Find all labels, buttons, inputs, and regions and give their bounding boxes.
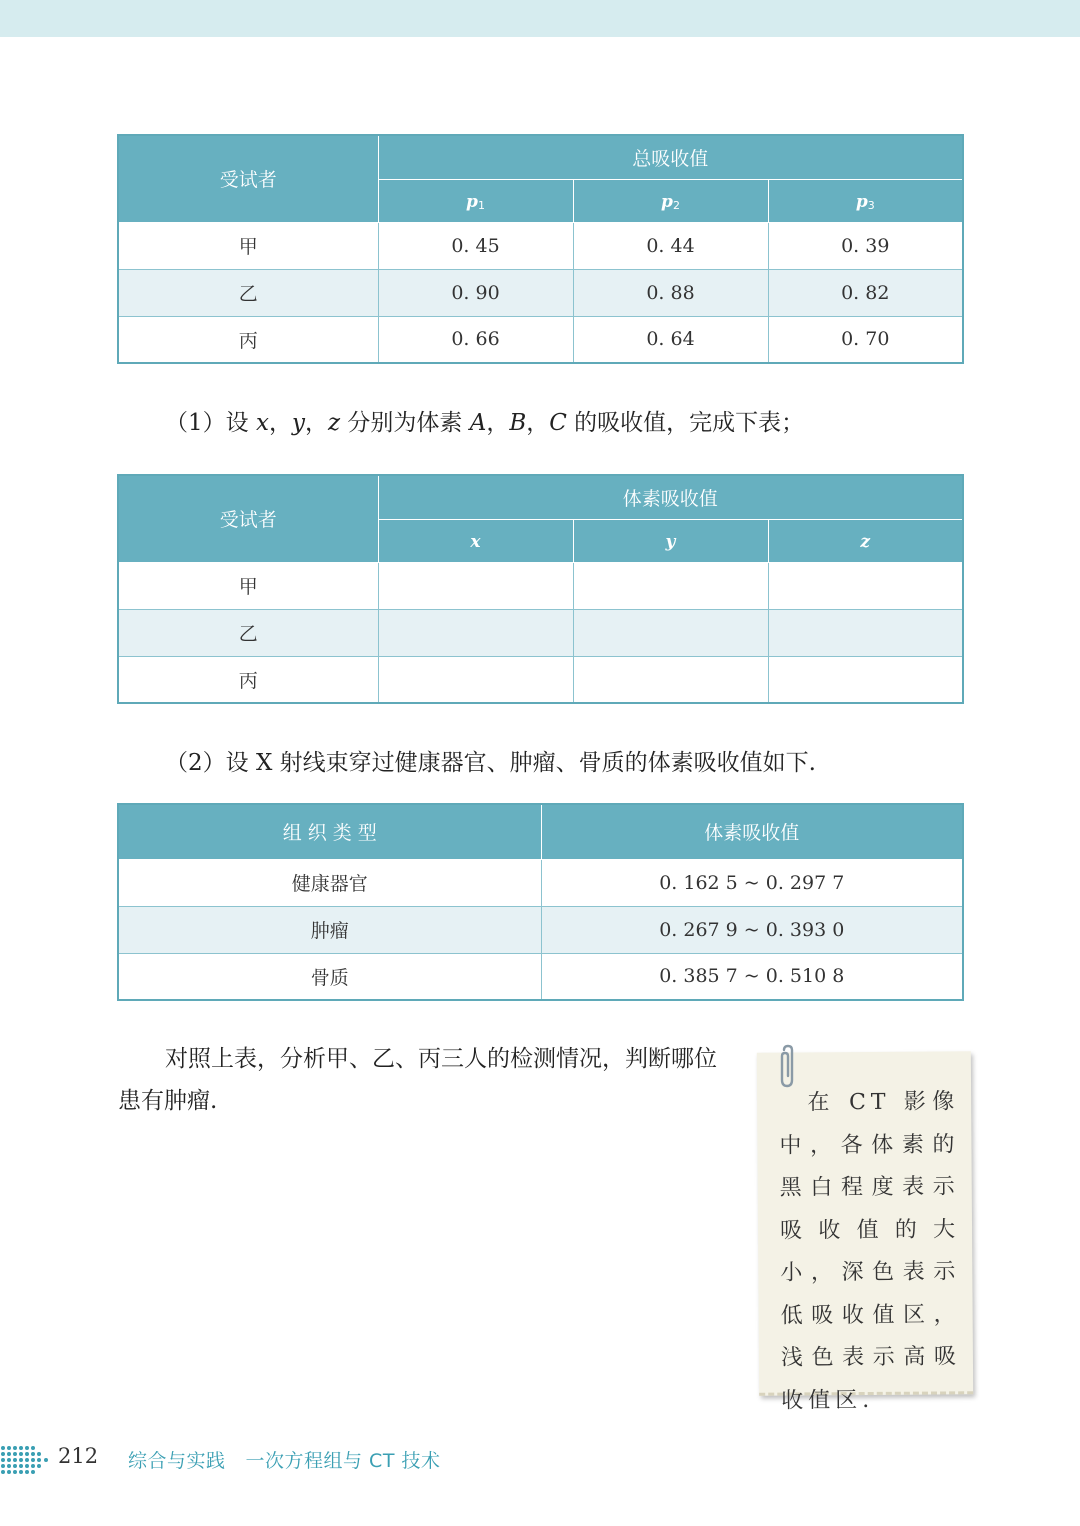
voxel-absorption-table xyxy=(117,474,964,704)
cell-value: 0. 39 xyxy=(768,222,963,269)
col-header-p3: p3 xyxy=(768,179,963,222)
cell-value: 0. 45 xyxy=(378,222,573,269)
table-row xyxy=(118,859,963,906)
col-header-p2: p2 xyxy=(573,179,768,222)
value-range: 0. 162 5 ~ 0. 297 7 xyxy=(541,859,963,906)
empty-cell xyxy=(573,656,768,703)
empty-cell xyxy=(378,656,573,703)
cell-value: 0. 82 xyxy=(768,269,963,316)
side-note-text: 在 CT 影像中，各体素的黑白程度表示吸收值的大小，深色表示低吸收值区，浅色表示高吸收值区. xyxy=(779,1089,962,1414)
tissue-type-table xyxy=(117,803,964,1001)
cell-value: 0. 44 xyxy=(573,222,768,269)
row-label: 乙 xyxy=(118,609,378,656)
conclusion-line-1: 对照上表，分析甲、乙、丙三人的检测情况，判断哪位 xyxy=(165,1046,717,1072)
cell-value: 0. 64 xyxy=(573,316,768,363)
row-label: 乙 xyxy=(118,269,378,316)
table-row xyxy=(118,656,963,703)
col-header-z: z xyxy=(768,519,963,562)
table-row xyxy=(118,316,963,363)
question-1: （1）设 x，y，z 分别为体素 A，B，C 的吸收值，完成下表； xyxy=(165,410,805,436)
tissue-type: 肿瘤 xyxy=(118,906,541,953)
footer-dots-icon xyxy=(0,1440,52,1480)
row-label: 丙 xyxy=(118,316,378,363)
empty-cell xyxy=(378,609,573,656)
voxel-value-header: 体素吸收值 xyxy=(541,804,963,859)
value-range: 0. 267 9 ~ 0. 393 0 xyxy=(541,906,963,953)
table-row xyxy=(118,269,963,316)
row-label: 丙 xyxy=(118,656,378,703)
empty-cell xyxy=(768,656,963,703)
empty-cell xyxy=(768,609,963,656)
side-note xyxy=(757,1051,973,1414)
conclusion-line-2: 患有肿瘤. xyxy=(118,1088,218,1114)
col-header-x: x xyxy=(378,519,573,562)
question-2: （2）设 X 射线束穿过健康器官、肿瘤、骨质的体素吸收值如下. xyxy=(165,750,816,776)
col-header-p1: p1 xyxy=(378,179,573,222)
row-label: 甲 xyxy=(118,562,378,609)
total-absorption-table xyxy=(117,134,964,364)
footer-section: 综合与实践 xyxy=(128,1450,226,1472)
table-row xyxy=(118,222,963,269)
table-row xyxy=(118,953,963,1000)
empty-cell xyxy=(768,562,963,609)
empty-cell xyxy=(378,562,573,609)
col-header-y: y xyxy=(573,519,768,562)
group-header: 体素吸收值 xyxy=(378,475,963,519)
subject-header: 受试者 xyxy=(118,475,378,562)
footer-topic: 一次方程组与 CT 技术 xyxy=(245,1450,441,1472)
empty-cell xyxy=(573,562,768,609)
group-header: 总吸收值 xyxy=(378,135,963,179)
page-number: 212 xyxy=(58,1444,99,1468)
tissue-type: 骨质 xyxy=(118,953,541,1000)
cell-value: 0. 70 xyxy=(768,316,963,363)
table-row xyxy=(118,562,963,609)
empty-cell xyxy=(573,609,768,656)
cell-value: 0. 90 xyxy=(378,269,573,316)
row-label: 甲 xyxy=(118,222,378,269)
value-range: 0. 385 7 ~ 0. 510 8 xyxy=(541,953,963,1000)
top-color-band xyxy=(0,0,1080,37)
footer-title xyxy=(128,1446,440,1473)
paperclip-icon xyxy=(774,1044,804,1094)
table-row xyxy=(118,906,963,953)
table-row xyxy=(118,609,963,656)
tissue-type-header: 组 织 类 型 xyxy=(118,804,541,859)
cell-value: 0. 66 xyxy=(378,316,573,363)
tissue-type: 健康器官 xyxy=(118,859,541,906)
subject-header: 受试者 xyxy=(118,135,378,222)
cell-value: 0. 88 xyxy=(573,269,768,316)
